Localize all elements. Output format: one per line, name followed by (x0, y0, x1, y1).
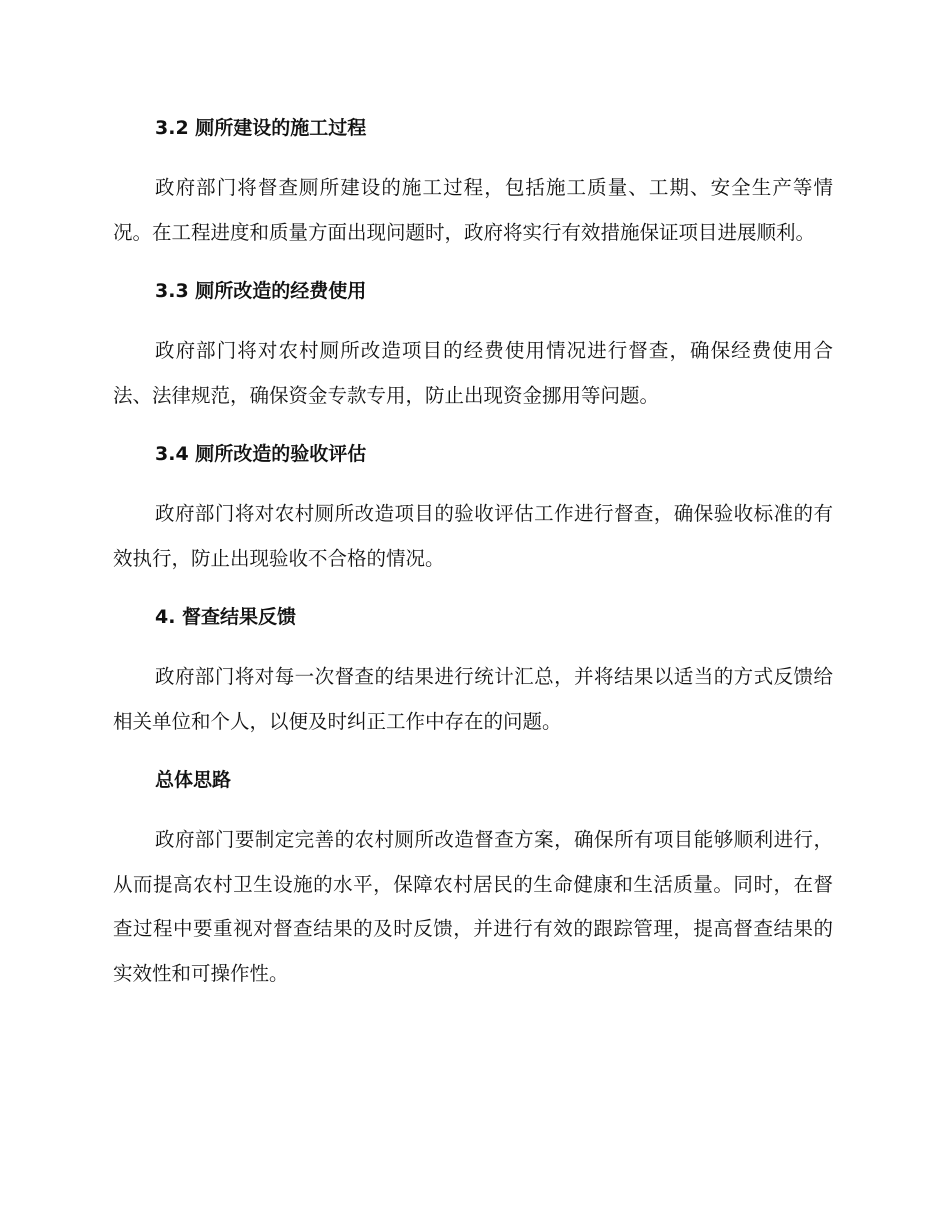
section-heading-3-3: 3.3 厕所改造的经费使用 (155, 280, 367, 302)
section-heading-overall: 总体思路 (155, 769, 232, 791)
section-body-3-4: 政府部门将对农村厕所改造项目的验收评估工作进行督查，确保验收标准的有效执行，防止出现验收不合格的情况。 (113, 502, 833, 570)
section-body-3-3: 政府部门将对农村厕所改造项目的经费使用情况进行督查，确保经费使用合法、法律规范，确保资金专款专用，防止出现资金挪用等问题。 (113, 339, 833, 407)
section-body-overall: 政府部门要制定完善的农村厕所改造督查方案，确保所有项目能够顺利进行，从而提高农村卫生设施的水平，保障农村居民的生命健康和生活质量。同时，在督查过程中要重视对督查结果的及时反馈，并进行有效的跟踪管理，提高督查结果的实效性和可操作性。 (113, 828, 833, 985)
document-content (113, 112, 833, 1016)
section-body-3-2: 政府部门将督查厕所建设的施工过程，包括施工质量、工期、安全生产等情况。在工程进度和质量方面出现问题时，政府将实行有效措施保证项目进展顺利。 (113, 176, 833, 244)
section-heading-3-4: 3.4 厕所改造的验收评估 (155, 443, 367, 465)
section-heading-4: 4. 督查结果反馈 (155, 606, 297, 628)
section-body-4: 政府部门将对每一次督查的结果进行统计汇总，并将结果以适当的方式反馈给相关单位和个人，以便及时纠正工作中存在的问题。 (113, 665, 833, 733)
section-heading-3-2: 3.2 厕所建设的施工过程 (155, 117, 367, 139)
